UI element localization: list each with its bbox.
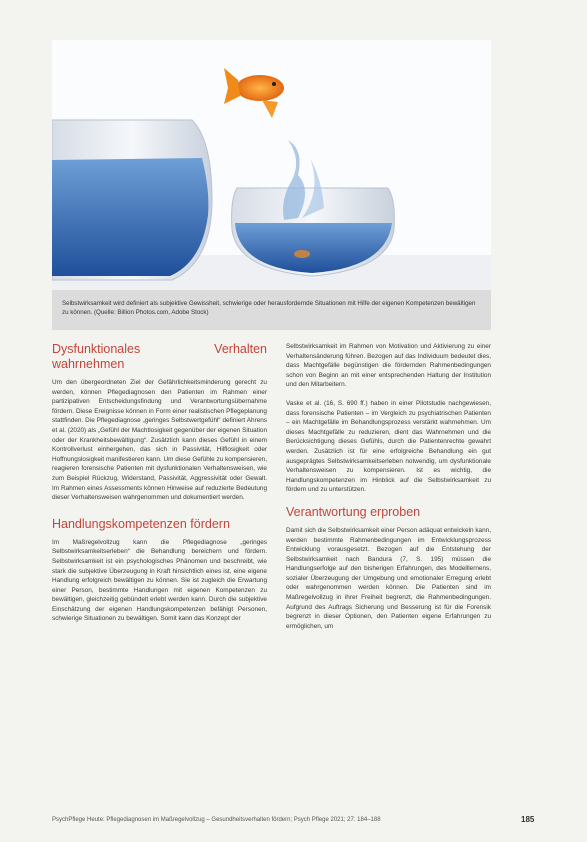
left-column <box>52 342 267 633</box>
paragraph: Selbstwirksamkeit im Rahmen von Motivation und Aktivierung zu einer Verhaltensänderung führen. Bezogen auf das Individuum bedeutet dies, dass Machtgefälle begünstigen die fördernden Rahmenbedingungen schon von Beginn an mit einer entsprechenden Haltung der Institution und den Mitarbeitern. <box>286 343 491 389</box>
heading-handlungskompetenzen: Handlungskompetenzen fördern <box>52 516 230 531</box>
paragraph: Damit sich die Selbstwirksamkeit einer Person adäquat entwickeln kann, werden bestimmte Rahmenbedingungen im Entwicklungsprozess Entwicklung vorausgesetzt. Bezogen auf die Entstehung der Selbstwirksamkeit nach Bandura (7, S. 195) müssen die Handlungserfolge auf den bisherigen Erfahrungen, des Modelllernens, sozialer Überzeugung der Umgebung und emotionaler Erregung erlebt oder wahrgenommen werden können. Die Patienten sind im Maßregelvollzug in ihrer Freiheit begrenzt, die Rahmenbedingungen. Aufgrund des Auftrags Sicherung und Besserung ist für die Forensik begrenzt in dieser Optionen, den Patienten eigene Erfahrungen zu ermöglichen, um <box>286 526 491 630</box>
paragraph: Um den übergeordneten Ziel der Gefährlichkeitsminderung gerecht zu werden, können Pflegediagnosen den Patienten im Rahmen einer partizipativen Entscheidungsfindung und Verantwortungsübernahme fördern. Diese Ereignisse können in Form einer realistischen Pflegeplanung stattfinden. Die Pflegediagnose „geringes Selbstwertgefühl“ definiert Ahrens et al. (2020) als „Gefühl der Machtlosigkeit gegenüber der eigenen Situation oder der Krankheitsbewältigung“. Zusätzlich kann dieses Gefühl in einem Kontrollverlust einhergehen, das sich in Passivität, Hilflosigkeit oder Hoffnungslosigkeit manifestieren kann. Um diese Gefühle zu kompensieren, reagieren forensische Patienten mit dysfunktionalen Verhaltensweisen, wie zum Beispiel Rückzug, Widerstand, Passivität, Aggressivität oder Gewalt. Im Rahmen eines Assessments können Hinweise auf reduzierte Bedeutung dieser Verhaltensweisen wahrgenommen und dokumentiert werden. <box>52 379 267 502</box>
goldfish-jumping-photo <box>52 40 491 290</box>
right-column <box>286 342 491 640</box>
heading-dysfunktionales-verhalten: Dysfunktionales Verhalten wahrnehmen <box>52 342 267 371</box>
figure-caption: Selbstwirksamkeit wird definiert als subjektive Gewissheit, schwierige oder herausfordernde Situationen mit Hilfe der eigenen Kompetenzen bewältigen zu können. (Quelle: Billion Photos.com, Adobe Stock) <box>62 300 476 316</box>
paragraph: Vaske et al. (16, S. 690 ff.) haben in einer Pilotstudie nachgewiesen, dass forensische Patienten – im Vergleich zu psychiatrischen Patienten – ein Machtgefälle im Behandlungsprozess verstärkt wahrnehmen. Um dieses Machtgefälle zu reduzieren, dient das Wahrnehmen und die Berücksichtigung dieses Gefühls, durch die Patientenrechte gewahrt werden. Zusätzlich ist für eine erfolgreiche Behandlung ein gut ausgeprägtes Selbstwirksamkeitserleben notwendig, um dysfunktionale Verhaltensweisen zu kompensieren. Ist es wichtig, die Handlungskompetenzen im Hinblick auf die Selbstwirksamkeit zu fördern und zu unterstützen. <box>286 399 491 494</box>
footer-citation: PsychPflege Heute: Pflegediagnosen im Maßregelvollzug – Gesundheitsverhalten fördern; Psych Pflege 2021; 27: 184–188 <box>52 817 381 823</box>
heading-verantwortung-erproben: Verantwortung erproben <box>286 504 421 519</box>
paragraph: Im Maßregelvollzug kann die Pflegediagnose „geringes Selbstwirksamkeitserleben“ die Behandlung bereichern und fördern. Selbstwirksamkeit ist ein psychologisches Phänomen und beschreibt, wie stark die subjektive Überzeugung in Kraft hinsichtlich eines ist, eine eigene Handlung erfolgreich bewältigen zu können. Sie ist zugleich die Erwartung einer Person, bestimmte Handlungen mit eigenen Kompetenzen zu bewältigen, gleichzeitig gebündelt erlebt werden kann. Durch die subjektive Einschätzung der eigenen Handlungskompetenzen befähigt Personen, schwierige Situationen zu bewältigen. Somit kann das Konzept der <box>52 538 267 623</box>
page-number: 185 <box>521 815 535 824</box>
goldfish-illustration <box>52 40 491 290</box>
